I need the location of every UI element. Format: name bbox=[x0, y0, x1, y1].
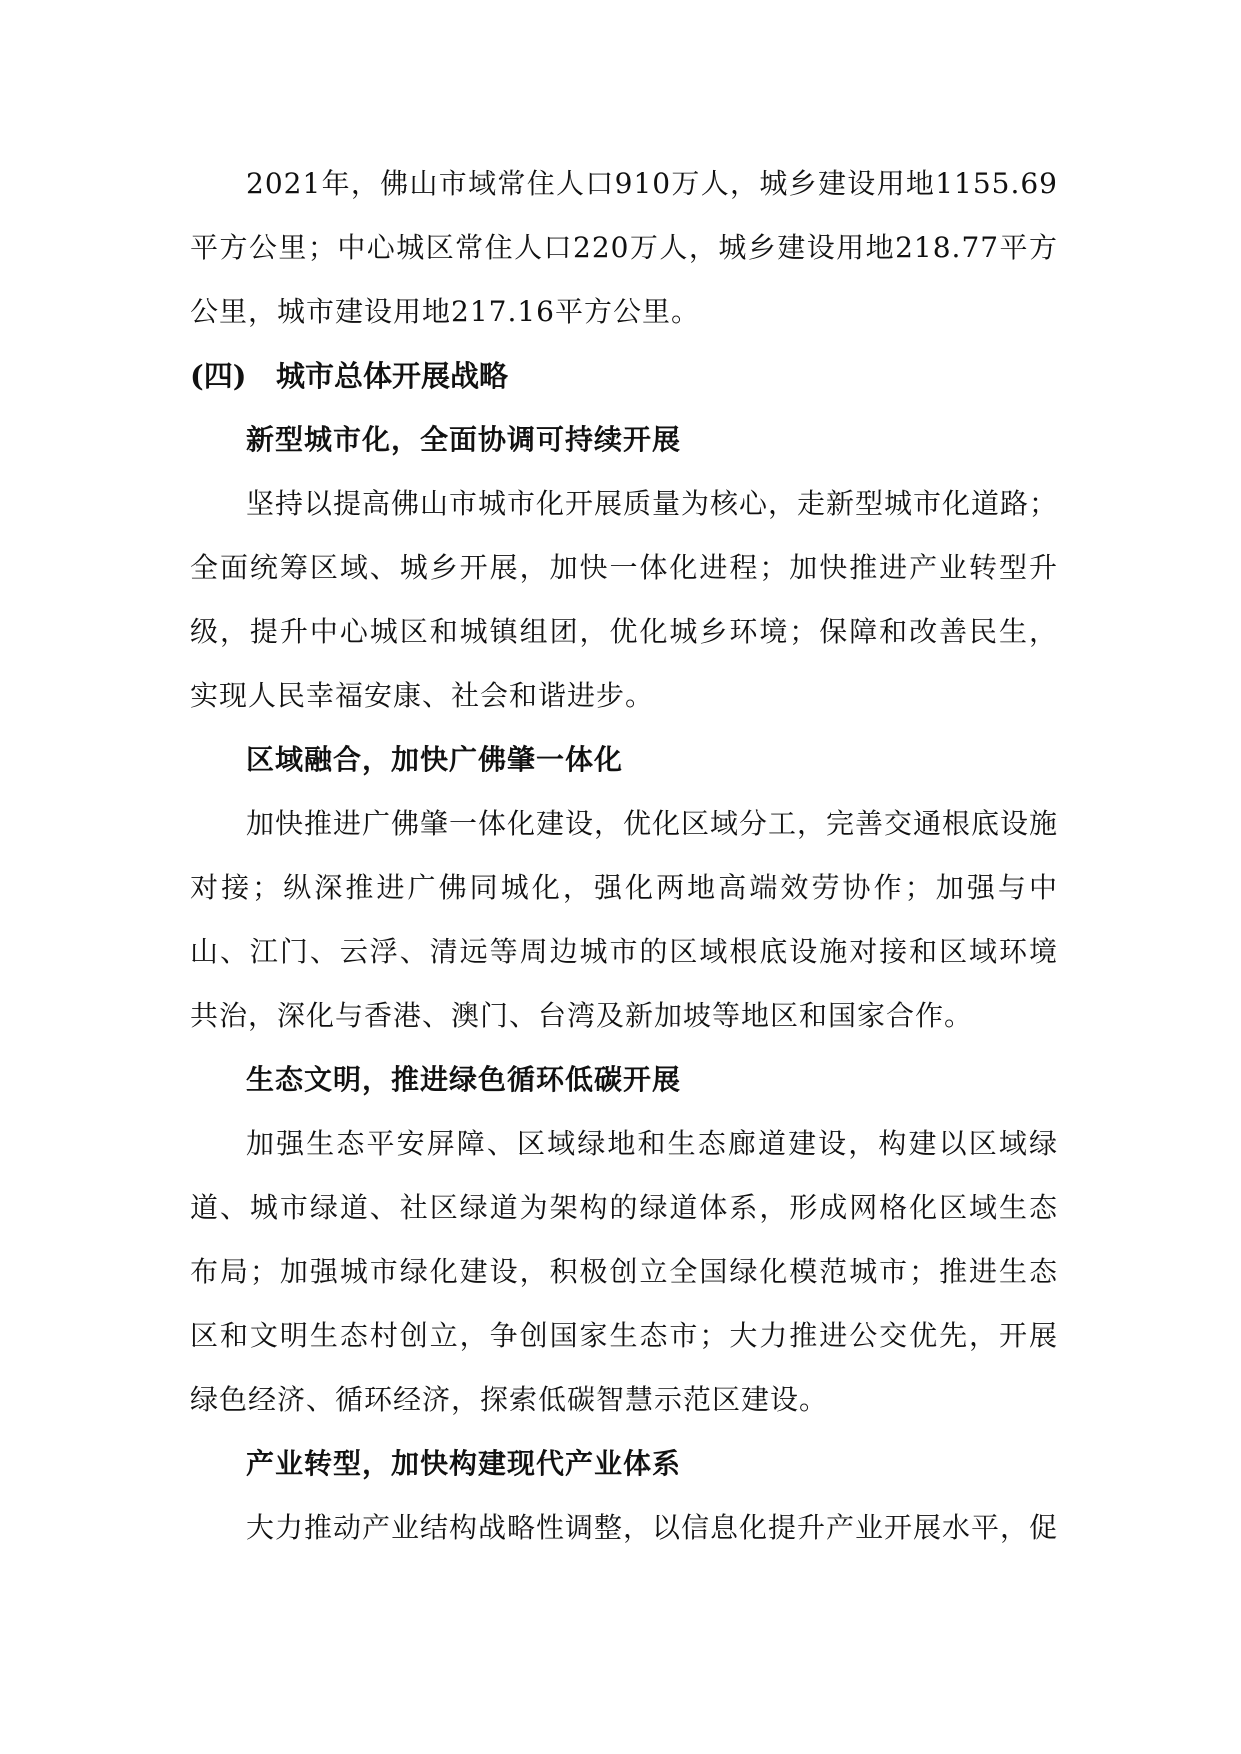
strategy-text-industry: 大力推动产业结构战略性调整，以信息化提升产业开展水平，促 bbox=[246, 1511, 1059, 1544]
strategy-heading-regional: 区域融合，加快广佛肇一体化 bbox=[246, 743, 624, 776]
strategy-text-ecology: 加强生态平安屏障、区域绿地和生态廊道建设，构建以区域绿道、城市绿道、社区绿道为架构的绿道体系，形成网格化区域生态布局；加强城市绿化建设，积极创立全国绿化模范城市；推进生态区和文明生态村创立，争创国家生态市；大力推进公交优先，开展绿色经济、循环经济，探索低碳智慧示范区建设。 bbox=[190, 1127, 1058, 1416]
strategy-heading-industry: 产业转型，加快构建现代产业体系 bbox=[246, 1447, 682, 1480]
intro-paragraph: 2021年，佛山市域常住人口910万人，城乡建设用地1155.69平方公里；中心城区常住人口220万人，城乡建设用地218.77平方公里，城市建设用地217.16平方公里。 bbox=[190, 167, 1058, 328]
strategy-heading-urbanization: 新型城市化，全面协调可持续开展 bbox=[246, 423, 682, 456]
strategy-text-urbanization: 坚持以提高佛山市城市化开展质量为核心，走新型城市化道路；全面统筹区域、城乡开展，加快一体化进程；加快推进产业转型升级，提升中心城区和城镇组团，优化城乡环境；保障和改善民生，实现人民幸福安康、社会和谐进步。 bbox=[190, 487, 1059, 712]
section-heading bbox=[190, 344, 1058, 408]
strategy-heading-ecology: 生态文明，推进绿色循环低碳开展 bbox=[246, 1063, 682, 1096]
strategy-text-regional: 加快推进广佛肇一体化建设，优化区域分工，完善交通根底设施对接；纵深推进广佛同城化，强化两地高端效劳协作；加强与中山、江门、云浮、清远等周边城市的区域根底设施对接和区域环境共治，深化与香港、澳门、台湾及新加坡等地区和国家合作。 bbox=[190, 807, 1059, 1032]
section-title: 城市总体开展战略 bbox=[276, 359, 509, 393]
document-body bbox=[190, 152, 1058, 1560]
section-number: (四) bbox=[190, 359, 247, 393]
